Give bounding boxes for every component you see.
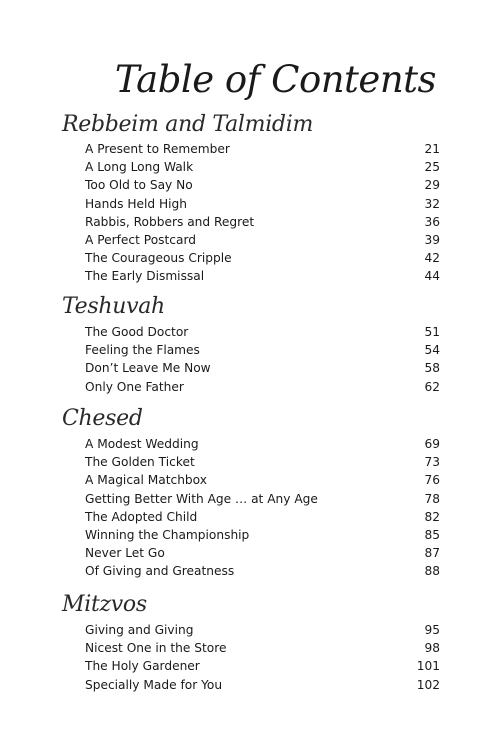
toc-entry[interactable] <box>62 544 440 562</box>
entry-list <box>62 323 440 396</box>
entry-page-number: 76 <box>424 473 440 488</box>
entry-title: A Magical Matchbox <box>85 473 207 488</box>
toc-entry[interactable] <box>62 453 440 471</box>
entry-title: Too Old to Say No <box>85 178 193 193</box>
toc-entry[interactable] <box>62 562 440 580</box>
entry-title: Feeling the Flames <box>85 343 200 358</box>
entry-page-number: 87 <box>424 546 440 561</box>
entry-list <box>62 435 440 581</box>
entry-page-number: 44 <box>424 269 440 284</box>
toc-entry[interactable] <box>62 176 440 194</box>
entry-title: The Holy Gardener <box>85 659 200 674</box>
entry-title: Nicest One in the Store <box>85 641 227 656</box>
toc-entry[interactable] <box>62 195 440 213</box>
entry-title: The Golden Ticket <box>85 455 195 470</box>
toc-entry[interactable] <box>62 231 440 249</box>
entry-title: A Long Long Walk <box>85 160 194 175</box>
entry-page-number: 25 <box>424 160 440 175</box>
toc-entry[interactable] <box>62 249 440 267</box>
toc-entry[interactable] <box>62 378 440 396</box>
toc-section-teshuvah <box>62 292 440 396</box>
entry-page-number: 36 <box>424 214 440 229</box>
entry-page-number: 32 <box>424 196 440 211</box>
entry-title: Specially Made for You <box>85 677 223 692</box>
toc-entry[interactable] <box>62 676 440 694</box>
page-title: Table of Contents <box>114 58 436 101</box>
entry-page-number: 85 <box>424 527 440 542</box>
toc-entry[interactable] <box>62 140 440 158</box>
entry-page-number: 29 <box>424 178 440 193</box>
entry-title: The Early Dismissal <box>85 269 205 284</box>
entry-title: Hands Held High <box>85 196 187 211</box>
entry-title: The Courageous Cripple <box>85 251 232 266</box>
entry-page-number: 98 <box>424 641 440 656</box>
entry-page-number: 95 <box>424 623 440 637</box>
toc-entry[interactable] <box>62 213 440 231</box>
toc-entry[interactable] <box>62 359 440 377</box>
entry-page-number: 21 <box>424 142 440 156</box>
toc-entry[interactable] <box>62 621 440 639</box>
entry-title: Never Let Go <box>85 546 165 561</box>
entry-title: The Adopted Child <box>85 509 198 524</box>
entry-title: Giving and Giving <box>85 623 194 637</box>
entry-page-number: 88 <box>424 564 440 579</box>
entry-title: Getting Better With Age … at Any Age <box>85 491 318 506</box>
entry-page-number: 102 <box>416 677 440 692</box>
toc-entry[interactable] <box>62 526 440 544</box>
toc-entry[interactable] <box>62 323 440 341</box>
entry-page-number: 73 <box>424 455 440 470</box>
toc-entry[interactable] <box>62 657 440 675</box>
entry-title: A Present to Remember <box>85 142 230 156</box>
entry-page-number: 58 <box>424 361 440 376</box>
toc-entry[interactable] <box>62 471 440 489</box>
entry-title: Rabbis, Robbers and Regret <box>85 214 255 229</box>
entry-list <box>62 621 440 694</box>
toc-section-rebbeim <box>62 110 440 286</box>
entry-title: The Good Doctor <box>85 325 189 339</box>
toc-entry[interactable] <box>62 435 440 453</box>
entry-list <box>62 140 440 286</box>
entry-title: Only One Father <box>85 379 184 394</box>
section-heading: Chesed <box>62 406 143 431</box>
toc-entry[interactable] <box>62 267 440 285</box>
entry-title: A Modest Wedding <box>85 437 199 451</box>
entry-page-number: 62 <box>424 379 440 394</box>
entry-page-number: 39 <box>424 232 440 247</box>
entry-page-number: 54 <box>424 343 440 358</box>
entry-page-number: 78 <box>424 491 440 506</box>
toc-entry[interactable] <box>62 490 440 508</box>
section-heading: Teshuvah <box>62 294 165 319</box>
entry-title: Of Giving and Greatness <box>85 564 235 579</box>
entry-page-number: 101 <box>416 659 440 674</box>
section-heading: Rebbeim and Talmidim <box>62 112 314 137</box>
toc-entry[interactable] <box>62 341 440 359</box>
entry-title: Winning the Championship <box>85 527 250 542</box>
toc-entry[interactable] <box>62 639 440 657</box>
entry-page-number: 69 <box>424 437 440 451</box>
toc-entry[interactable] <box>62 158 440 176</box>
toc-entry[interactable] <box>62 508 440 526</box>
entry-title: Don’t Leave Me Now <box>85 361 211 376</box>
toc-section-chesed <box>62 404 440 581</box>
entry-title: A Perfect Postcard <box>85 232 196 247</box>
toc-section-mitzvos <box>62 590 440 694</box>
section-heading: Mitzvos <box>62 592 147 617</box>
entry-page-number: 82 <box>424 509 440 524</box>
entry-page-number: 51 <box>424 325 440 339</box>
entry-page-number: 42 <box>424 251 440 266</box>
